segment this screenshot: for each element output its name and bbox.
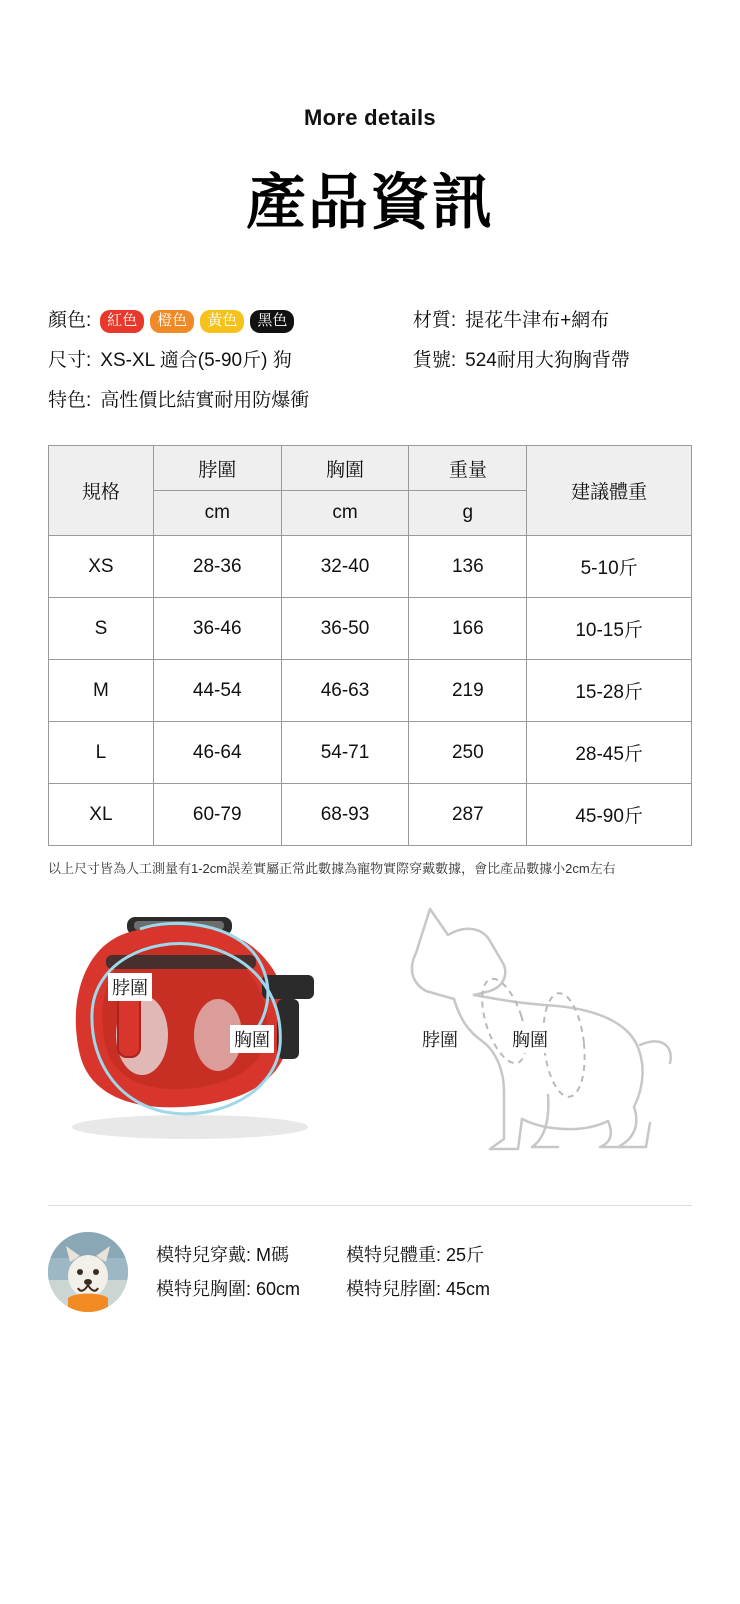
spec-feature <box>48 381 414 421</box>
cell-recommend: 15-28斤 <box>527 660 692 722</box>
measurement-note: 以上尺寸皆為人工測量有1-2cm誤差實屬正常此數據為寵物實際穿戴數據，會比產品數據小2cm左右 <box>48 861 616 876</box>
avatar <box>48 1232 128 1312</box>
cell-weight: 136 <box>409 536 527 598</box>
table-row <box>49 660 692 722</box>
spec-size <box>48 341 413 381</box>
color-chip-list <box>100 310 294 333</box>
header-chest: 胸圍 <box>281 446 409 491</box>
cell-weight: 250 <box>409 722 527 784</box>
product-chest-label: 胸圍 <box>230 1025 274 1053</box>
cell-weight: 166 <box>409 598 527 660</box>
cell-recommend: 5-10斤 <box>527 536 692 598</box>
cell-neck: 28-36 <box>153 536 281 598</box>
size-table <box>48 445 692 846</box>
color-chip-orange: 橙色 <box>150 310 194 333</box>
cell-weight: 287 <box>409 784 527 846</box>
page-subtitle: More details <box>304 105 436 130</box>
header-neck: 脖圍 <box>153 446 281 491</box>
cell-neck: 46-64 <box>153 722 281 784</box>
illustration-area <box>0 895 740 1195</box>
model-wear-line: 模特兒穿戴: M碼 <box>156 1245 289 1265</box>
cell-spec: S <box>49 598 154 660</box>
spec-color <box>48 301 413 341</box>
spec-material-label: 材質: <box>412 310 457 331</box>
page-title: 產品資訊 <box>246 169 494 236</box>
color-chip-black: 黑色 <box>250 310 294 333</box>
cell-neck: 44-54 <box>153 660 281 722</box>
model-neck-line: 模特兒脖圍: 45cm <box>346 1279 491 1299</box>
cell-spec: XL <box>49 784 154 846</box>
model-col-left <box>156 1238 300 1306</box>
cell-spec: M <box>49 660 154 722</box>
product-neck-label: 脖圍 <box>108 973 152 1001</box>
spec-material-value: 提花牛津布+網布 <box>465 310 610 331</box>
cell-chest: 54-71 <box>281 722 409 784</box>
spec-row-color-material <box>48 301 692 341</box>
header-spec: 規格 <box>49 446 154 536</box>
cell-neck: 36-46 <box>153 598 281 660</box>
spec-row-feature <box>48 381 692 421</box>
spec-color-label: 顏色: <box>48 310 92 331</box>
dog-chest-label: 胸圍 <box>508 1025 552 1053</box>
model-col-right <box>346 1238 490 1306</box>
spec-feature-label: 特色: <box>48 390 92 411</box>
spec-size-value: XS-XL 適合(5-90斤) 狗 <box>100 350 292 371</box>
spec-feature-value: 高性價比結實耐用防爆衝 <box>100 390 310 411</box>
cell-recommend: 28-45斤 <box>527 722 692 784</box>
table-header-row <box>49 446 692 491</box>
header-recommend: 建議體重 <box>527 446 692 536</box>
cell-recommend: 45-90斤 <box>527 784 692 846</box>
cell-chest: 36-50 <box>281 598 409 660</box>
unit-weight: g <box>409 491 527 536</box>
color-chip-red: 紅色 <box>100 310 144 333</box>
dog-neck-label: 脖圍 <box>418 1025 462 1053</box>
spec-size-label: 尺寸: <box>48 350 92 371</box>
table-row <box>49 784 692 846</box>
model-text-columns <box>156 1238 536 1306</box>
cell-chest: 32-40 <box>281 536 409 598</box>
model-info <box>0 1206 740 1312</box>
cell-chest: 68-93 <box>281 784 409 846</box>
unit-neck: cm <box>153 491 281 536</box>
spec-item-no-value: 524耐用大狗胸背帶 <box>465 350 630 371</box>
cell-neck: 60-79 <box>153 784 281 846</box>
product-info-page <box>0 105 740 1604</box>
spec-item-no-label: 貨號: <box>412 350 457 371</box>
model-chest-line: 模特兒胸圍: 60cm <box>156 1279 301 1299</box>
spec-row-size-itemno <box>48 341 692 381</box>
spec-block <box>0 301 740 421</box>
table-row <box>49 722 692 784</box>
spec-material <box>413 301 692 341</box>
size-table-wrap <box>0 445 740 846</box>
header-weight: 重量 <box>409 446 527 491</box>
unit-chest: cm <box>281 491 409 536</box>
cell-spec: XS <box>49 536 154 598</box>
cell-recommend: 10-15斤 <box>527 598 692 660</box>
spec-item-no <box>413 341 692 381</box>
model-dog-photo <box>48 1232 128 1312</box>
size-table-body <box>49 536 692 846</box>
color-chip-yellow: 黃色 <box>200 310 244 333</box>
cell-spec: L <box>49 722 154 784</box>
cell-chest: 46-63 <box>281 660 409 722</box>
cell-weight: 219 <box>409 660 527 722</box>
size-table-head <box>49 446 692 536</box>
model-weight-line: 模特兒體重: 25斤 <box>346 1245 485 1265</box>
harness-product-image <box>22 895 352 1185</box>
table-row <box>49 598 692 660</box>
table-row <box>49 536 692 598</box>
